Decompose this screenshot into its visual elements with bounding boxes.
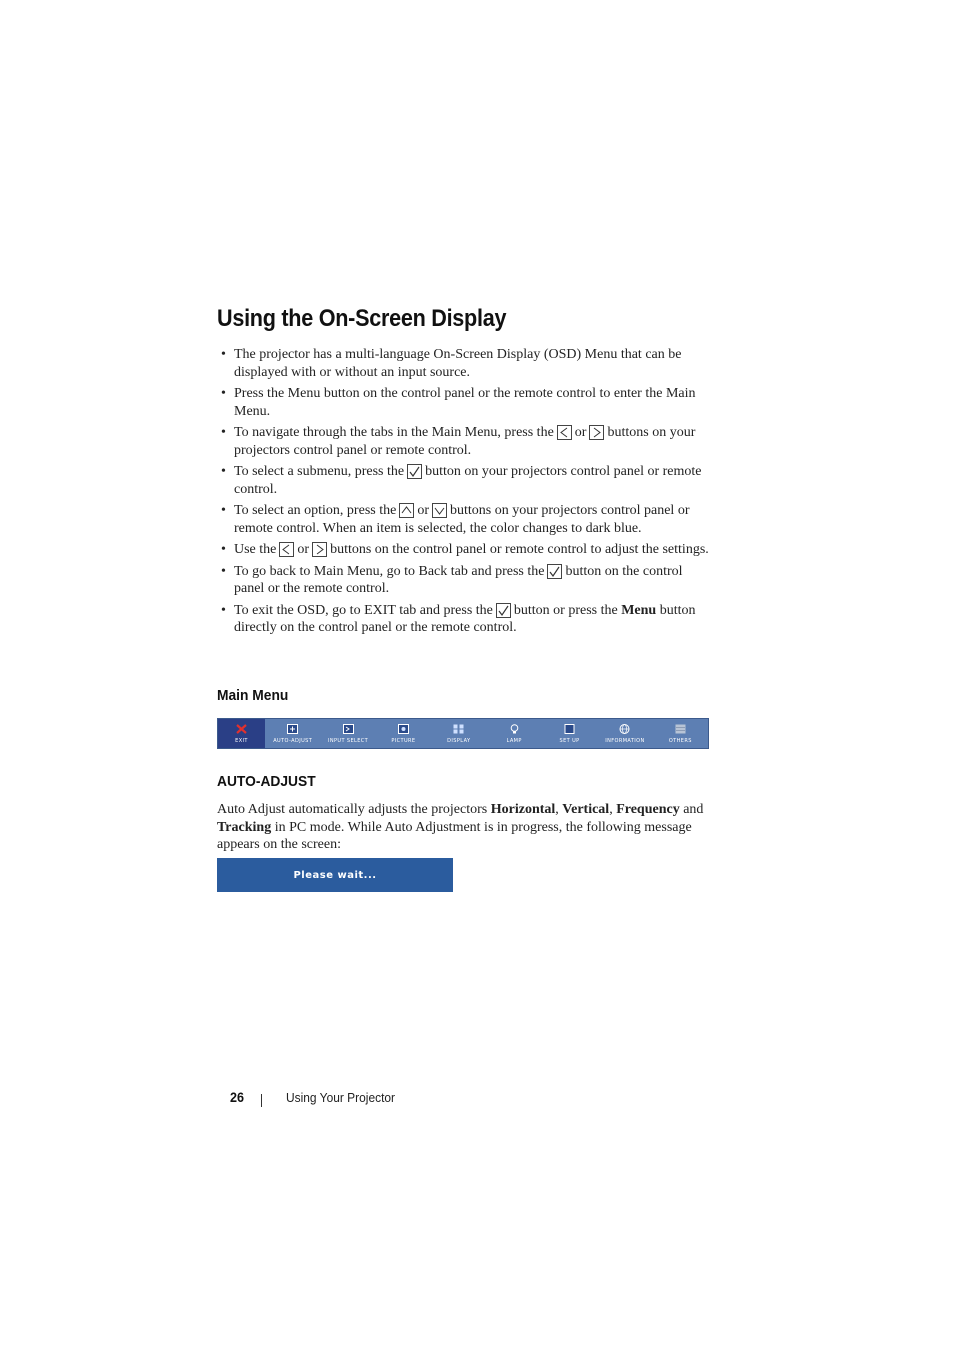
bullet-text: To select a submenu, press the [234,464,405,479]
others-icon [675,724,686,734]
globe-icon [619,724,630,734]
tab-set-up[interactable] [542,719,597,748]
up-arrow-icon [399,503,414,518]
left-arrow-icon [279,542,294,557]
auto-adjust-icon [287,724,298,734]
display-icon [453,724,464,734]
lamp-icon [509,724,520,734]
checkmark-icon [547,564,562,579]
list-item [217,424,709,459]
right-arrow-icon [589,425,604,440]
list-item [217,502,709,537]
bullet-text: button directly on the control panel or the remote control. [234,602,696,635]
bullet-text: The projector has a multi-language On-Screen Display (OSD) Menu that can be displayed with or without an input source. [234,347,682,380]
down-arrow-icon [432,503,447,518]
vertical-term: Vertical [562,802,610,817]
tab-others[interactable] [653,719,708,748]
bullet-text: button on the control panel or the remote control. [234,563,683,596]
tab-picture[interactable] [376,719,431,748]
tab-display[interactable] [431,719,486,748]
instruction-list [217,346,709,641]
tab-input-select[interactable] [320,719,375,748]
list-item [217,385,709,420]
tracking-term: Tracking [217,819,272,835]
bullet-text: To select an option, press the [234,503,397,518]
tab-information[interactable] [597,719,652,748]
frequency-term: Frequency [616,802,680,817]
tab-label: LAMP [506,737,522,744]
list-item [217,463,709,498]
horizontal-term: Horizontal [490,802,556,817]
list-item [217,346,709,381]
bullet-text: or [574,425,587,440]
bullet-text: button on your projectors control panel or remote control. [234,464,702,497]
list-item [217,563,709,598]
tab-label: SET UP [559,737,580,744]
checkmark-icon [496,603,511,618]
bullet-text: buttons on your projectors control panel or remote control. [234,425,696,458]
bullet-text: To go back to Main Menu, go to Back tab and press the [234,563,545,579]
picture-icon [398,724,409,734]
bullet-text: button or press the [513,602,618,618]
bullet-text: or [417,503,429,518]
bullet-text: To exit the OSD, go to EXIT tab and press the [234,602,493,618]
tab-label: PICTURE [391,737,416,744]
auto-adjust-heading: AUTO-ADJUST [217,773,316,790]
tab-lamp[interactable] [487,719,542,748]
footer-divider [261,1094,262,1107]
right-arrow-icon [312,542,327,557]
bullet-text: To navigate through the tabs in the Main Menu, press the [234,425,554,440]
please-wait-message: Please wait... [217,858,453,892]
list-item [217,602,709,637]
left-arrow-icon [557,425,572,440]
bullet-text: Press the Menu button on the control panel or the remote control to enter the Main Menu. [234,386,696,419]
separator: , [609,802,613,817]
page-title: Using the On-Screen Display [217,305,507,332]
tab-label: AUTO-ADJUST [273,737,313,744]
osd-main-menu-bar [217,718,709,749]
page-number: 26 [230,1089,245,1105]
tab-label: DISPLAY [447,737,471,744]
paragraph-text: in PC mode. While Auto Adjustment is in progress, the following message appears on the screen: [217,819,692,852]
set-up-icon [564,724,575,734]
input-select-icon [343,724,354,734]
paragraph-text: Auto Adjust automatically adjusts the projectors [217,802,488,817]
tab-label: EXIT [235,737,248,744]
tab-auto-adjust[interactable] [265,719,320,748]
auto-adjust-paragraph [217,801,709,854]
separator: , [555,802,559,817]
paragraph-text: and [683,802,704,817]
tab-label: OTHERS [668,737,692,744]
tab-label: INFORMATION [605,737,645,744]
footer-section-title: Using Your Projector [286,1090,396,1105]
bullet-bold-text: Menu [621,602,657,618]
bullet-text: Use the [234,542,277,557]
bullet-text: buttons on the control panel or remote control to adjust the settings. [330,542,709,557]
close-icon [236,724,247,734]
tab-exit[interactable] [218,719,265,748]
tab-label: INPUT SELECT [327,737,369,744]
list-item [217,541,709,559]
bullet-text: or [297,542,310,557]
bullet-text: buttons on your projectors control panel or remote control. When an item is selected, the color changes to dark blue. [234,503,690,536]
main-menu-heading: Main Menu [217,687,289,704]
checkmark-icon [407,464,422,479]
